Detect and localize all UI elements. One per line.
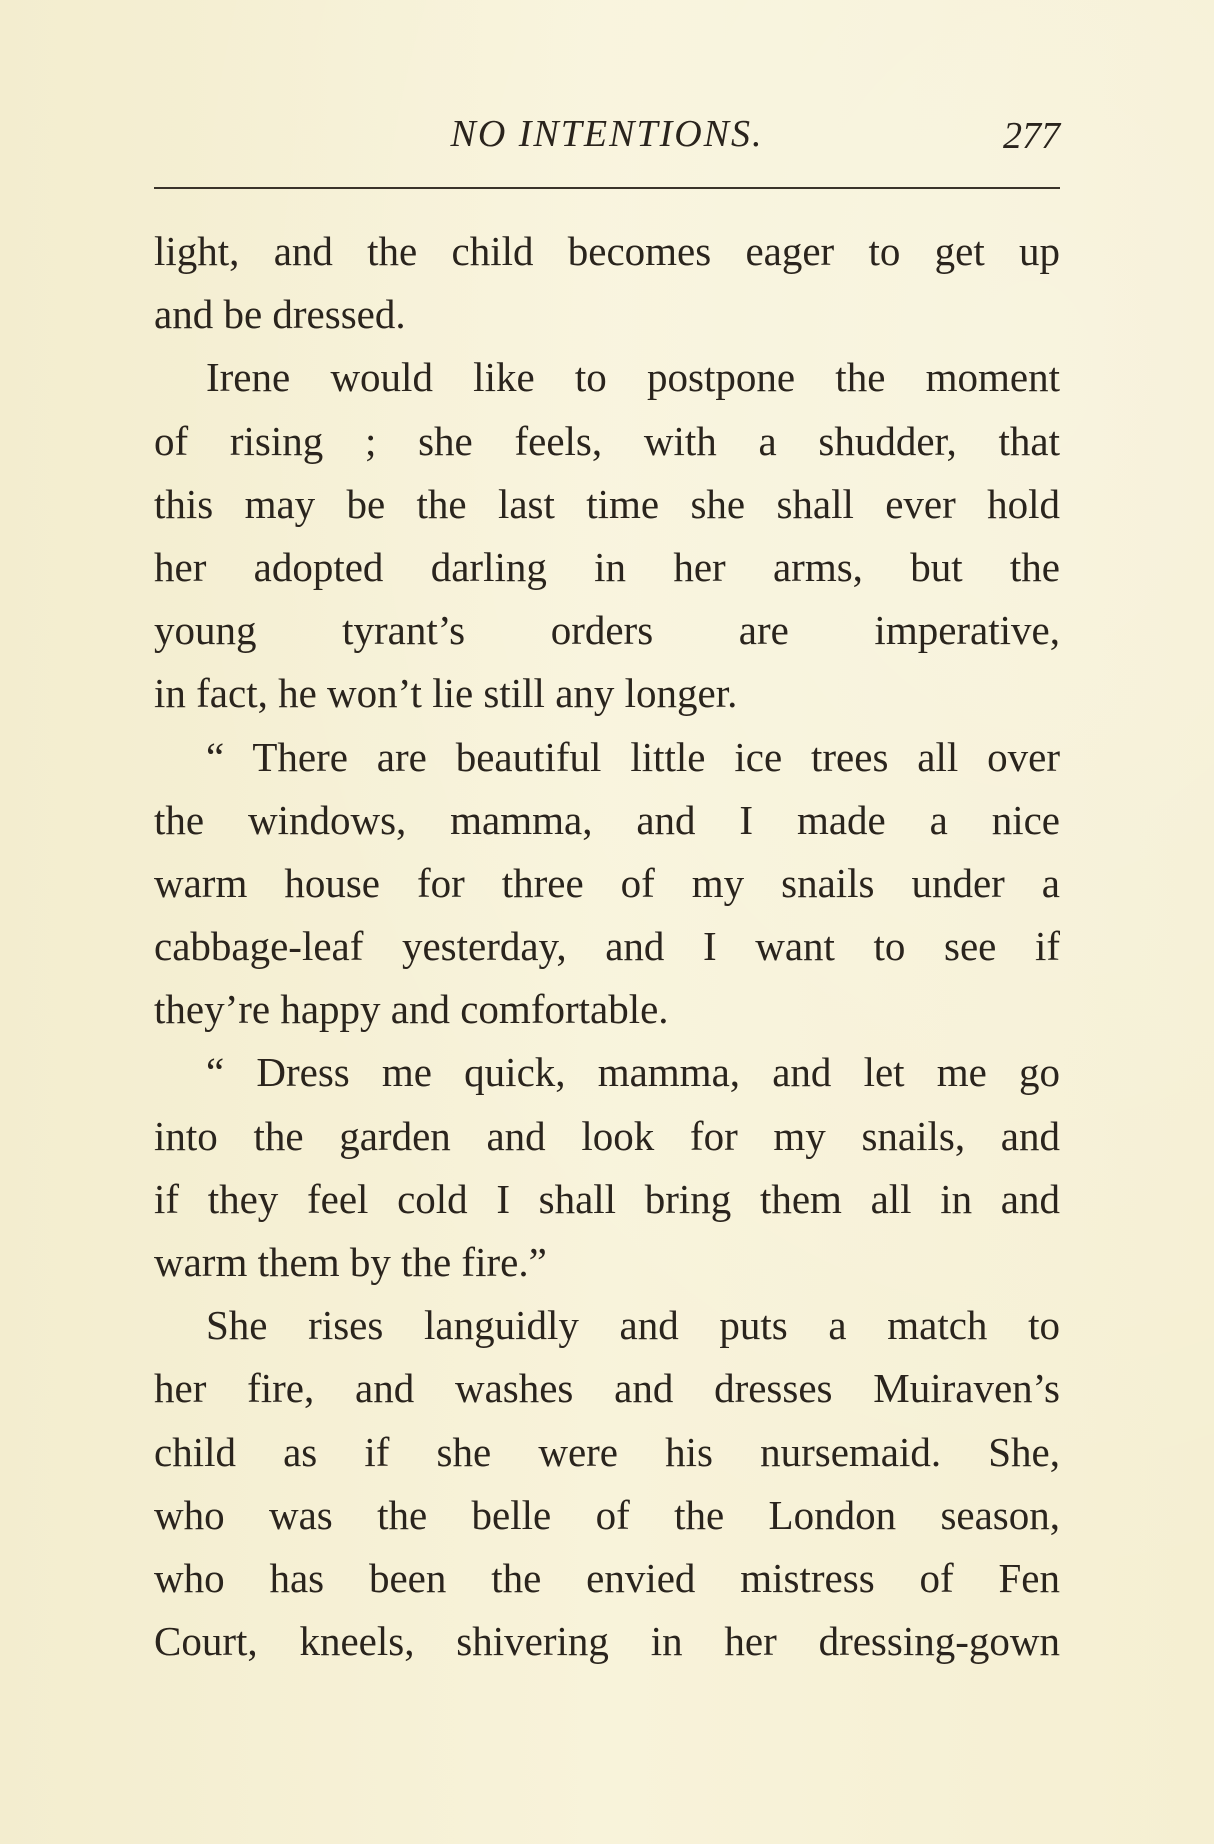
text-line: the windows, mamma, and I made a nice (154, 796, 1060, 843)
text-line: this may be the last time she shall ever hold (154, 480, 1060, 527)
text-line: who has been the envied mistress of Fen (154, 1554, 1060, 1601)
text-line: young tyrant’s orders are imperative, (154, 607, 1060, 654)
text-line: “ There are beautiful little ice trees all over (206, 733, 1060, 780)
page-header (154, 112, 1060, 162)
text-line: Court, kneels, shivering in her dressing-gown (154, 1618, 1060, 1665)
text-line: who was the belle of the London season, (154, 1491, 1060, 1538)
text-line: warm them by the fire.” (154, 1239, 547, 1285)
running-head: NO INTENTIONS. (450, 113, 764, 155)
text-line: Irene would like to postpone the moment (206, 354, 1060, 401)
body-text (154, 220, 1060, 1673)
text-line: of rising ; she feels, with a shudder, that (154, 417, 1060, 464)
text-line: her adopted darling in her arms, but the (154, 543, 1060, 590)
text-line: She rises languidly and puts a match to (206, 1302, 1060, 1349)
text-line: child as if she were his nursemaid. She, (154, 1428, 1060, 1475)
text-line: cabbage-leaf yesterday, and I want to see if (154, 923, 1060, 970)
header-rule (154, 187, 1060, 189)
text-line: “ Dress me quick, mamma, and let me go (206, 1049, 1060, 1096)
text-line: warm house for three of my snails under a (154, 859, 1060, 906)
text-line: into the garden and look for my snails, and (154, 1112, 1060, 1159)
text-line: they’re happy and comfortable. (154, 986, 669, 1033)
text-line: light, and the child becomes eager to get up (154, 228, 1060, 274)
text-line: if they feel cold I shall bring them all in and (154, 1175, 1060, 1222)
text-line: in fact, he won’t lie still any longer. (154, 670, 738, 717)
page-number: 277 (1003, 115, 1060, 157)
text-line: and be dressed. (154, 291, 406, 338)
text-line: her fire, and washes and dresses Muiraven’s (154, 1365, 1060, 1412)
